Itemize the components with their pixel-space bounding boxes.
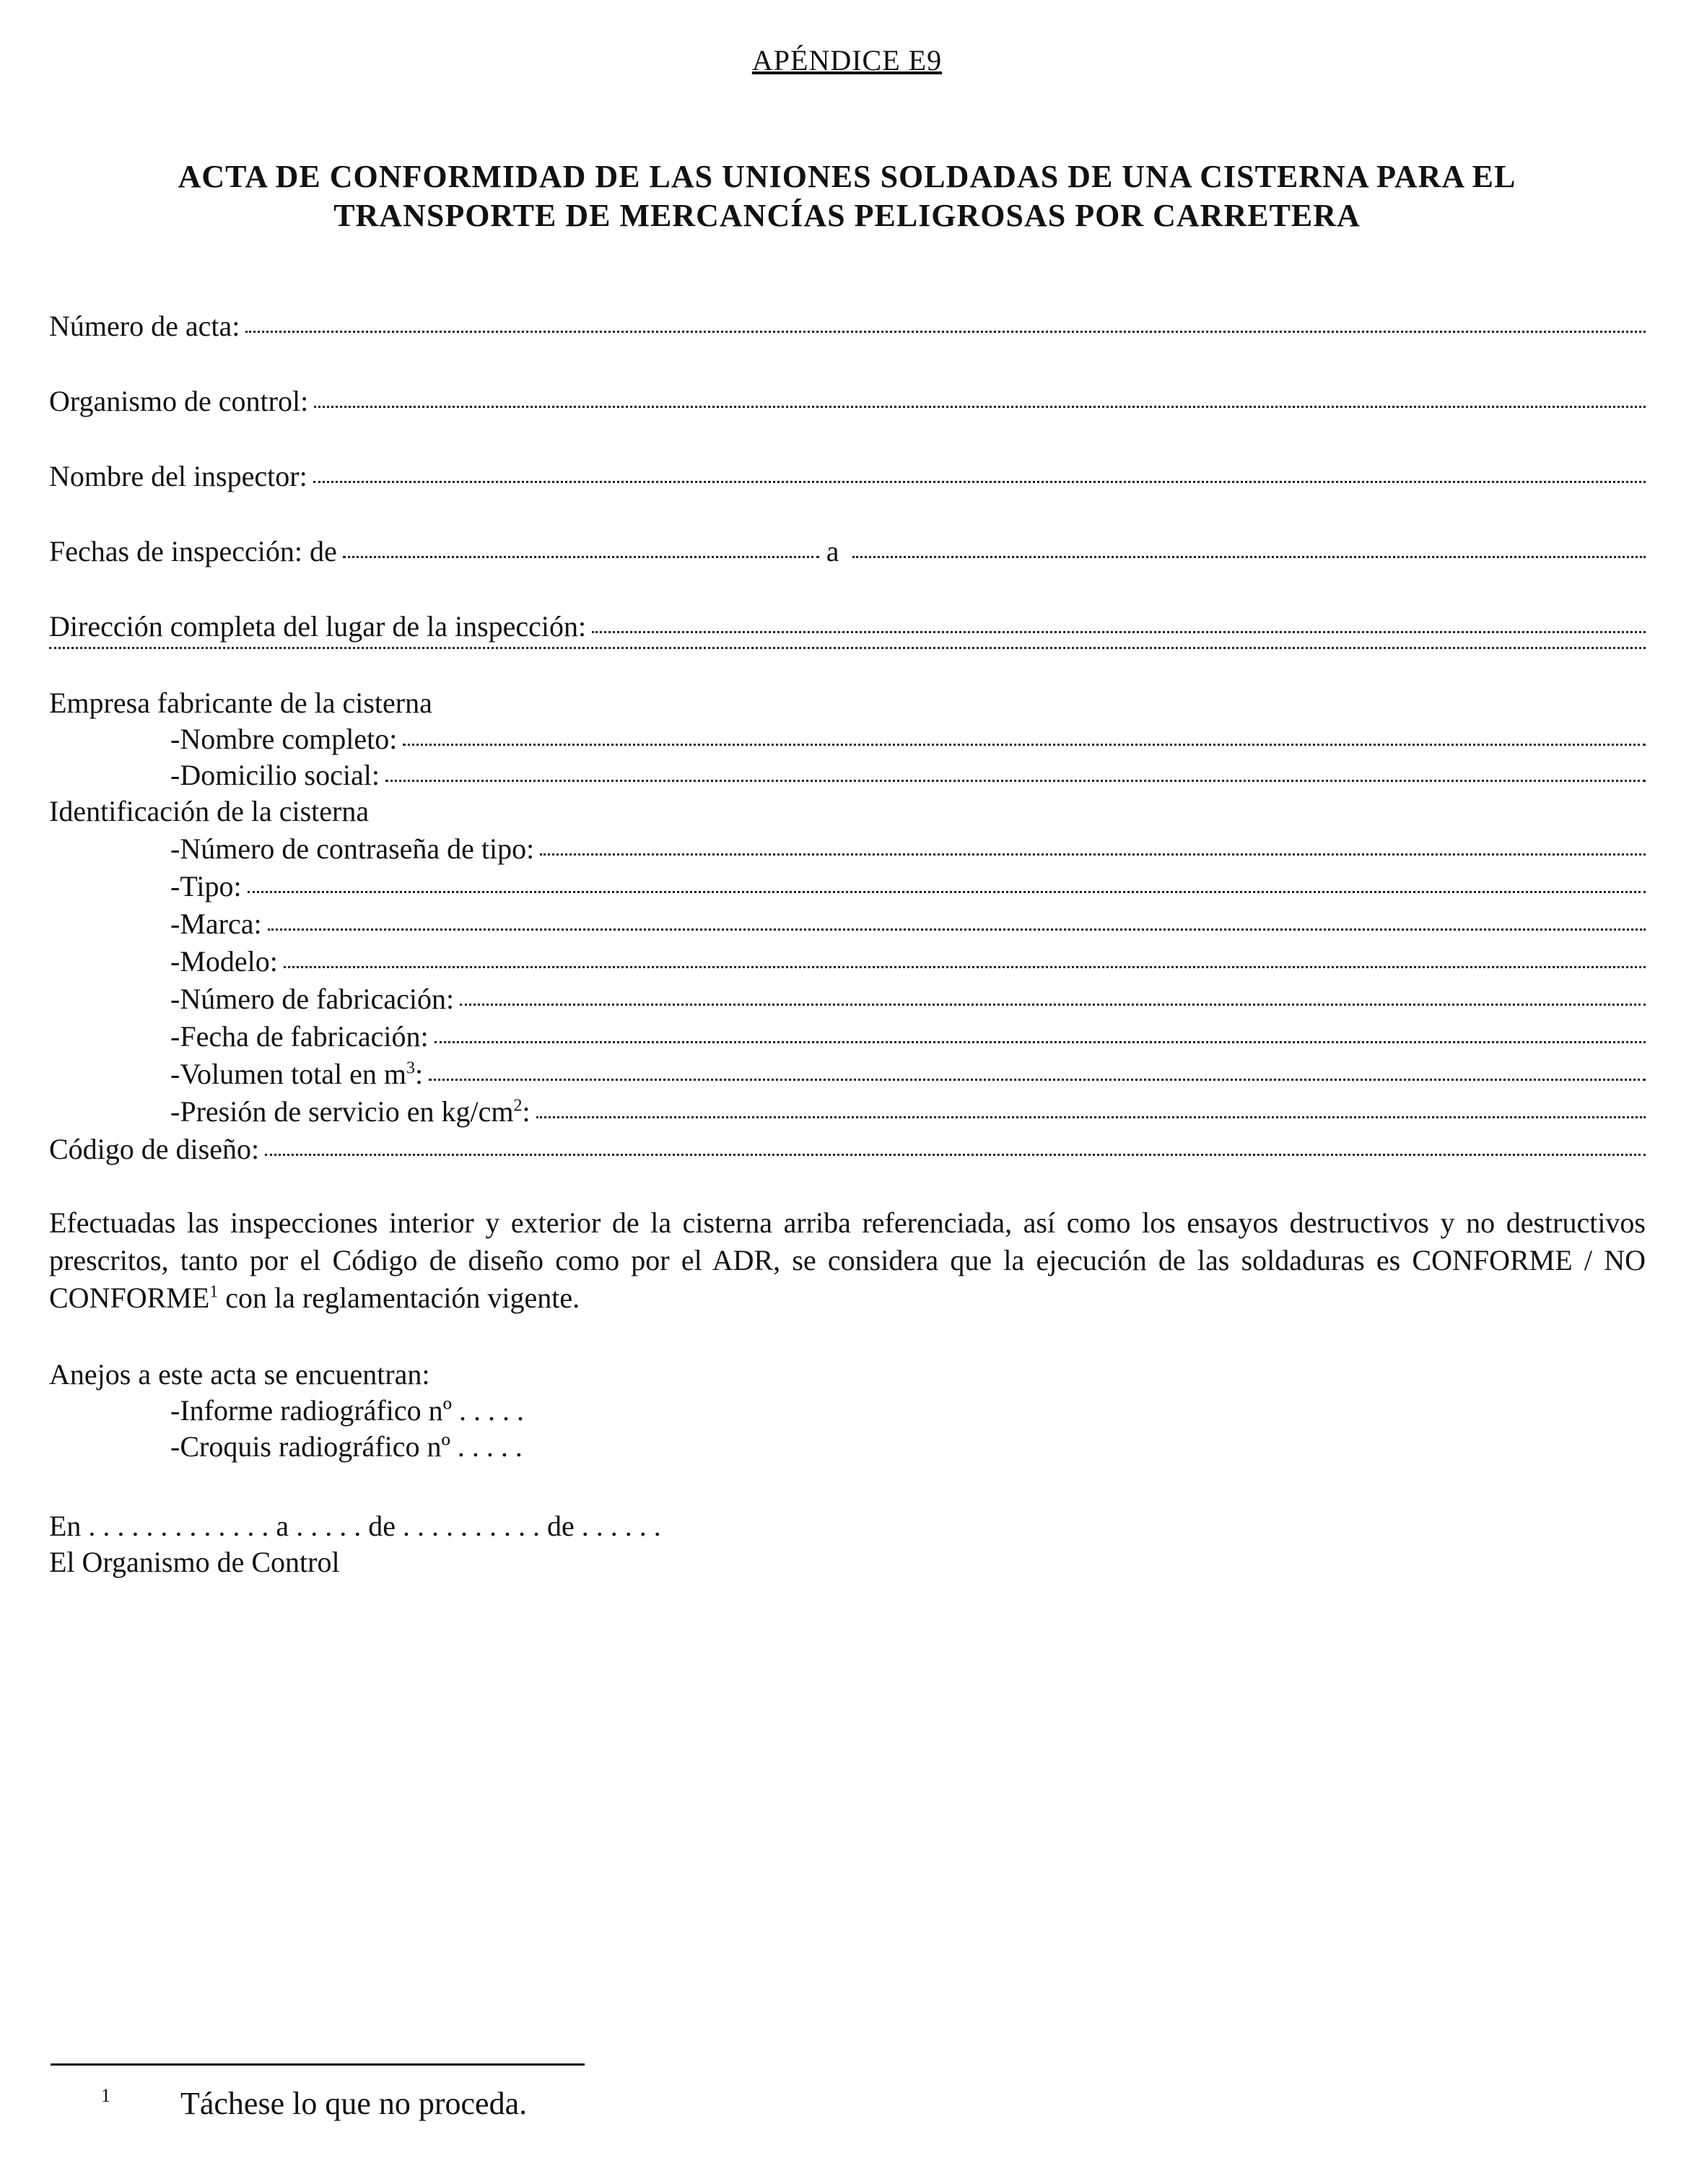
fill-line[interactable] [49, 647, 1646, 649]
fill-line-from[interactable] [343, 556, 819, 558]
field-domicilio-social[interactable] [170, 758, 1646, 793]
signature-organismo: El Organismo de Control [49, 1546, 340, 1578]
fill-line[interactable] [536, 1116, 1646, 1118]
label-codigo-diseno: Código de diseño: [49, 1133, 260, 1165]
field-codigo-diseno[interactable] [49, 1132, 1646, 1167]
field-direccion-continuation[interactable] [49, 650, 1646, 652]
fill-line[interactable] [314, 406, 1646, 408]
fill-line[interactable] [460, 1004, 1646, 1006]
fill-line[interactable] [265, 1154, 1646, 1156]
fill-line[interactable] [403, 744, 1646, 746]
field-nombre-inspector[interactable] [49, 459, 1646, 494]
label-numero-fabricacion: -Número de fabricación: [170, 983, 455, 1015]
label-domicilio-social: -Domicilio social: [170, 759, 380, 791]
label-nombre-inspector: Nombre del inspector: [49, 460, 307, 492]
field-organismo-control[interactable] [49, 384, 1646, 419]
identificacion-heading: Identificación de la cisterna [49, 795, 370, 827]
fill-line-to[interactable] [852, 556, 1646, 558]
anejo-croquis-radiografico: -Croquis radiográfico nº . . . . . [170, 1430, 523, 1463]
field-marca[interactable] [170, 907, 1646, 941]
title-line-1: ACTA DE CONFORMIDAD DE LAS UNIONES SOLDADAS DE UNA CISTERNA PARA EL [178, 159, 1516, 194]
fill-line[interactable] [385, 780, 1646, 782]
label-presion-servicio: -Presión de servicio en $kg/cm^2$: [170, 1095, 531, 1128]
field-numero-fabricacion[interactable] [170, 982, 1646, 1017]
footnote-mark: 1 [101, 2085, 110, 2106]
field-tipo[interactable] [170, 869, 1646, 904]
label-organismo-control: Organismo de control: [49, 385, 309, 417]
title-line-2: TRANSPORTE DE MERCANCÍAS PELIGROSAS POR CARRETERA [333, 198, 1361, 233]
appendix-heading: APÉNDICE E9 [751, 44, 943, 77]
fill-line[interactable] [284, 966, 1646, 968]
label-fechas-de: Fechas de inspección: de [49, 535, 337, 567]
footnote-separator [51, 2063, 585, 2066]
fill-line[interactable] [435, 1041, 1646, 1043]
fill-line[interactable] [429, 1079, 1646, 1081]
label-marca: -Marca: [170, 908, 262, 940]
fill-line[interactable] [268, 928, 1646, 931]
empresa-heading: Empresa fabricante de la cisterna [49, 687, 432, 719]
footnote-reference: 1 [209, 1282, 219, 1302]
field-fechas-inspeccion[interactable] [49, 534, 1646, 569]
place-date-line[interactable]: En . . . . . . . . . . . . . a . . . . . de . . . . . . . . . . de . . . . . . [49, 1510, 661, 1542]
fill-line[interactable] [245, 331, 1646, 333]
anejo-informe-radiografico: -Informe radiográfico nº . . . . . [170, 1394, 524, 1427]
label-modelo: -Modelo: [170, 945, 278, 978]
field-direccion[interactable] [49, 609, 1646, 644]
label-contrasena-tipo: -Número de contraseña de tipo: [170, 832, 535, 865]
field-numero-acta[interactable] [49, 309, 1646, 344]
document-title [0, 157, 1694, 235]
fill-line[interactable] [313, 481, 1646, 483]
fill-line[interactable] [592, 631, 1646, 633]
field-volumen-total[interactable] [170, 1057, 1646, 1092]
label-numero-acta: Número de acta: [49, 310, 240, 342]
anejos-heading: Anejos a este acta se encuentran: [49, 1358, 430, 1391]
field-nombre-completo[interactable] [170, 722, 1646, 757]
fill-line[interactable] [540, 853, 1646, 856]
field-presion-servicio[interactable] [170, 1095, 1646, 1129]
footnote-text: Táchese lo que no proceda. [180, 2086, 528, 2121]
label-volumen-total: -Volumen total en $m^3$: [170, 1058, 424, 1090]
label-nombre-completo: -Nombre completo: [170, 723, 398, 755]
label-fechas-a: a [826, 535, 839, 567]
label-tipo: -Tipo: [170, 870, 242, 902]
label-direccion: Dirección completa del lugar de la inspección: [49, 610, 587, 643]
field-contrasena-tipo[interactable] [170, 832, 1646, 866]
label-fecha-fabricacion: -Fecha de fabricación: [170, 1020, 429, 1053]
field-fecha-fabricacion[interactable] [170, 1019, 1646, 1054]
conformity-paragraph: Efectuadas las inspecciones interior y exterior de la cisterna arriba referenciada, así como los ensayos destructivos y no destructivos prescritos, tanto por el Código de diseño como por el ADR, se considera que la ejecución de las soldaduras es CONFORME / NO CONFORME$^1$ con la reglamentación vigente. [49, 1206, 1646, 1314]
field-modelo[interactable] [170, 944, 1646, 979]
fill-line[interactable] [248, 891, 1646, 893]
